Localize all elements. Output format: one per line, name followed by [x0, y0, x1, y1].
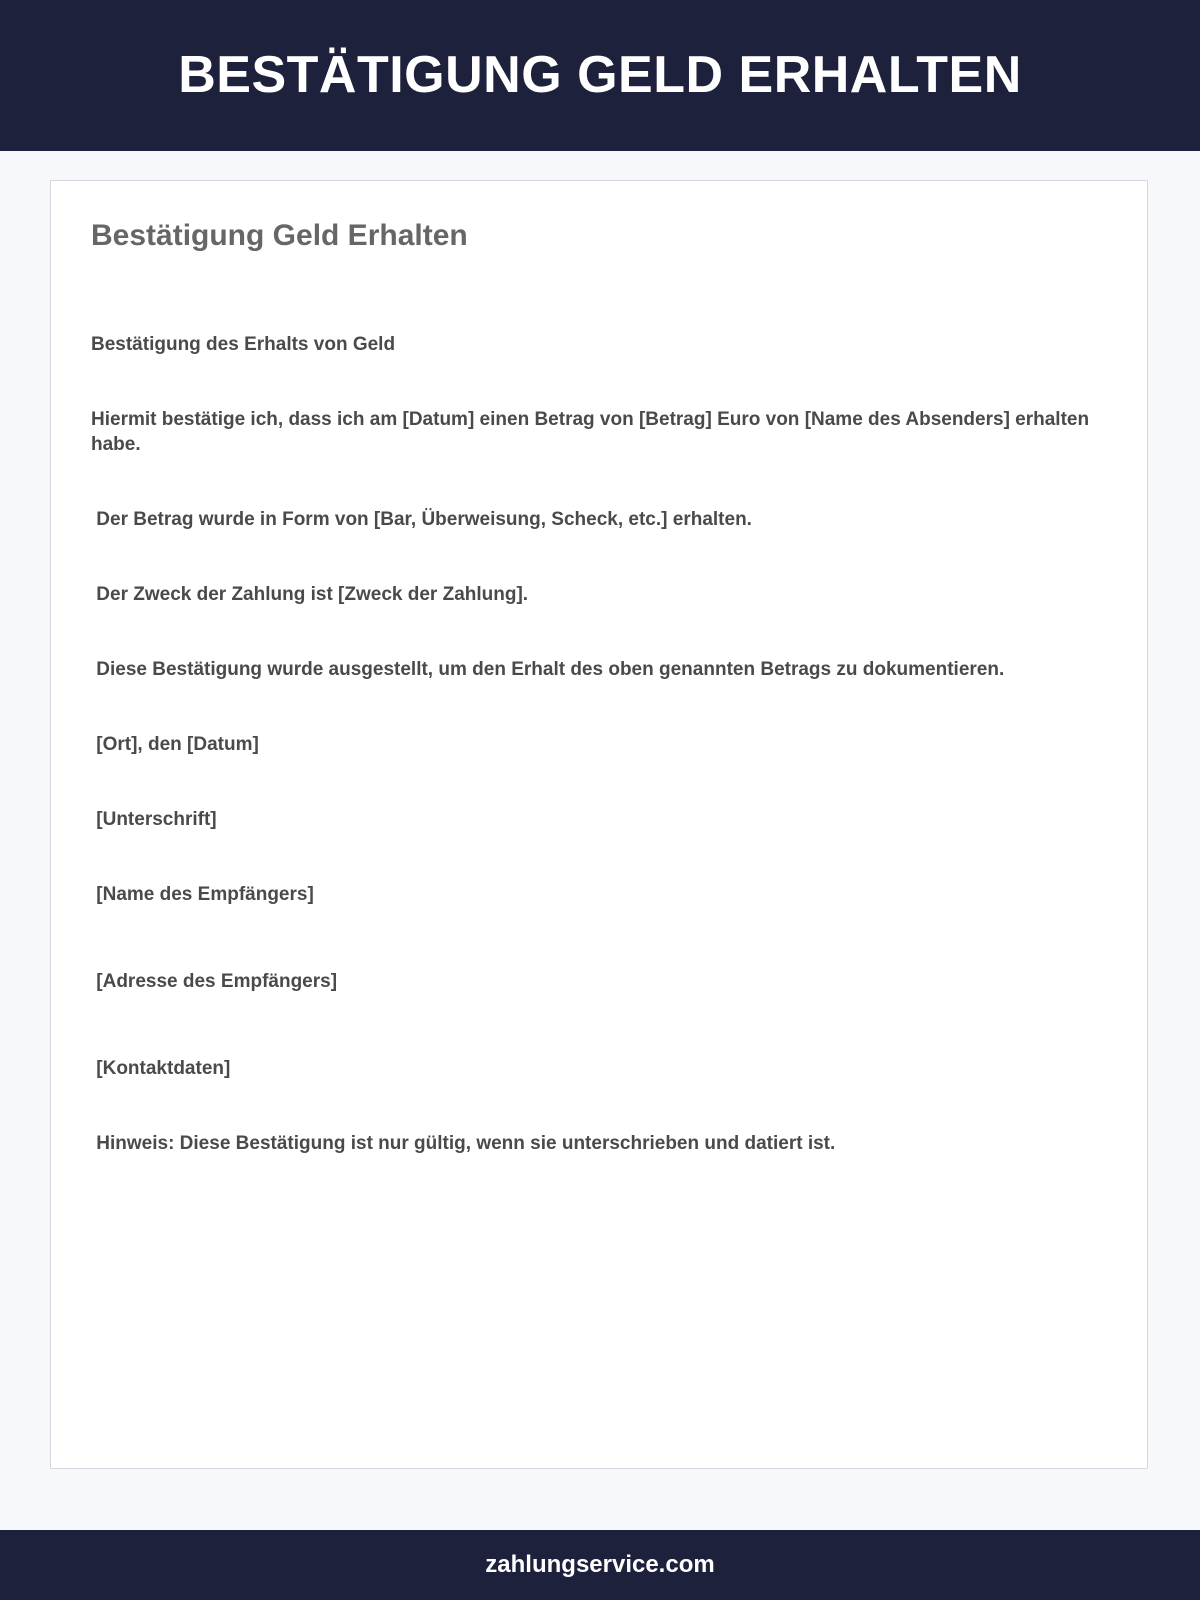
header-title: BESTÄTIGUNG GELD ERHALTEN — [178, 45, 1022, 104]
page-footer — [0, 1530, 1200, 1600]
document-line: Hiermit bestätige ich, dass ich am [Datum] einen Betrag von [Betrag] Euro von [Name des Absenders] erhalten habe. — [91, 409, 1095, 455]
page-header — [0, 0, 1200, 151]
document-card — [50, 180, 1148, 1469]
document-title: Bestätigung Geld Erhalten — [91, 219, 468, 252]
document-line: [Ort], den [Datum] — [91, 734, 259, 755]
document-line: [Unterschrift] — [91, 809, 217, 830]
document-line: [Kontaktdaten] — [91, 1058, 231, 1079]
document-body — [91, 282, 1111, 1206]
document-line: [Name des Empfängers] — [91, 884, 314, 905]
document-line: Bestätigung des Erhalts von Geld — [91, 334, 396, 355]
document-line: Der Zweck der Zahlung ist [Zweck der Zahlung]. — [91, 584, 529, 605]
document-line: Hinweis: Diese Bestätigung ist nur gültig, wenn sie unterschrieben und datiert ist. — [91, 1133, 836, 1154]
footer-site-link[interactable]: zahlungservice.com — [485, 1551, 715, 1578]
document-line: [Adresse des Empfängers] — [91, 971, 338, 992]
document-line: Der Betrag wurde in Form von [Bar, Überweisung, Scheck, etc.] erhalten. — [91, 509, 752, 530]
document-line: Diese Bestätigung wurde ausgestellt, um den Erhalt des oben genannten Betrags zu dokumentieren. — [91, 659, 1005, 680]
